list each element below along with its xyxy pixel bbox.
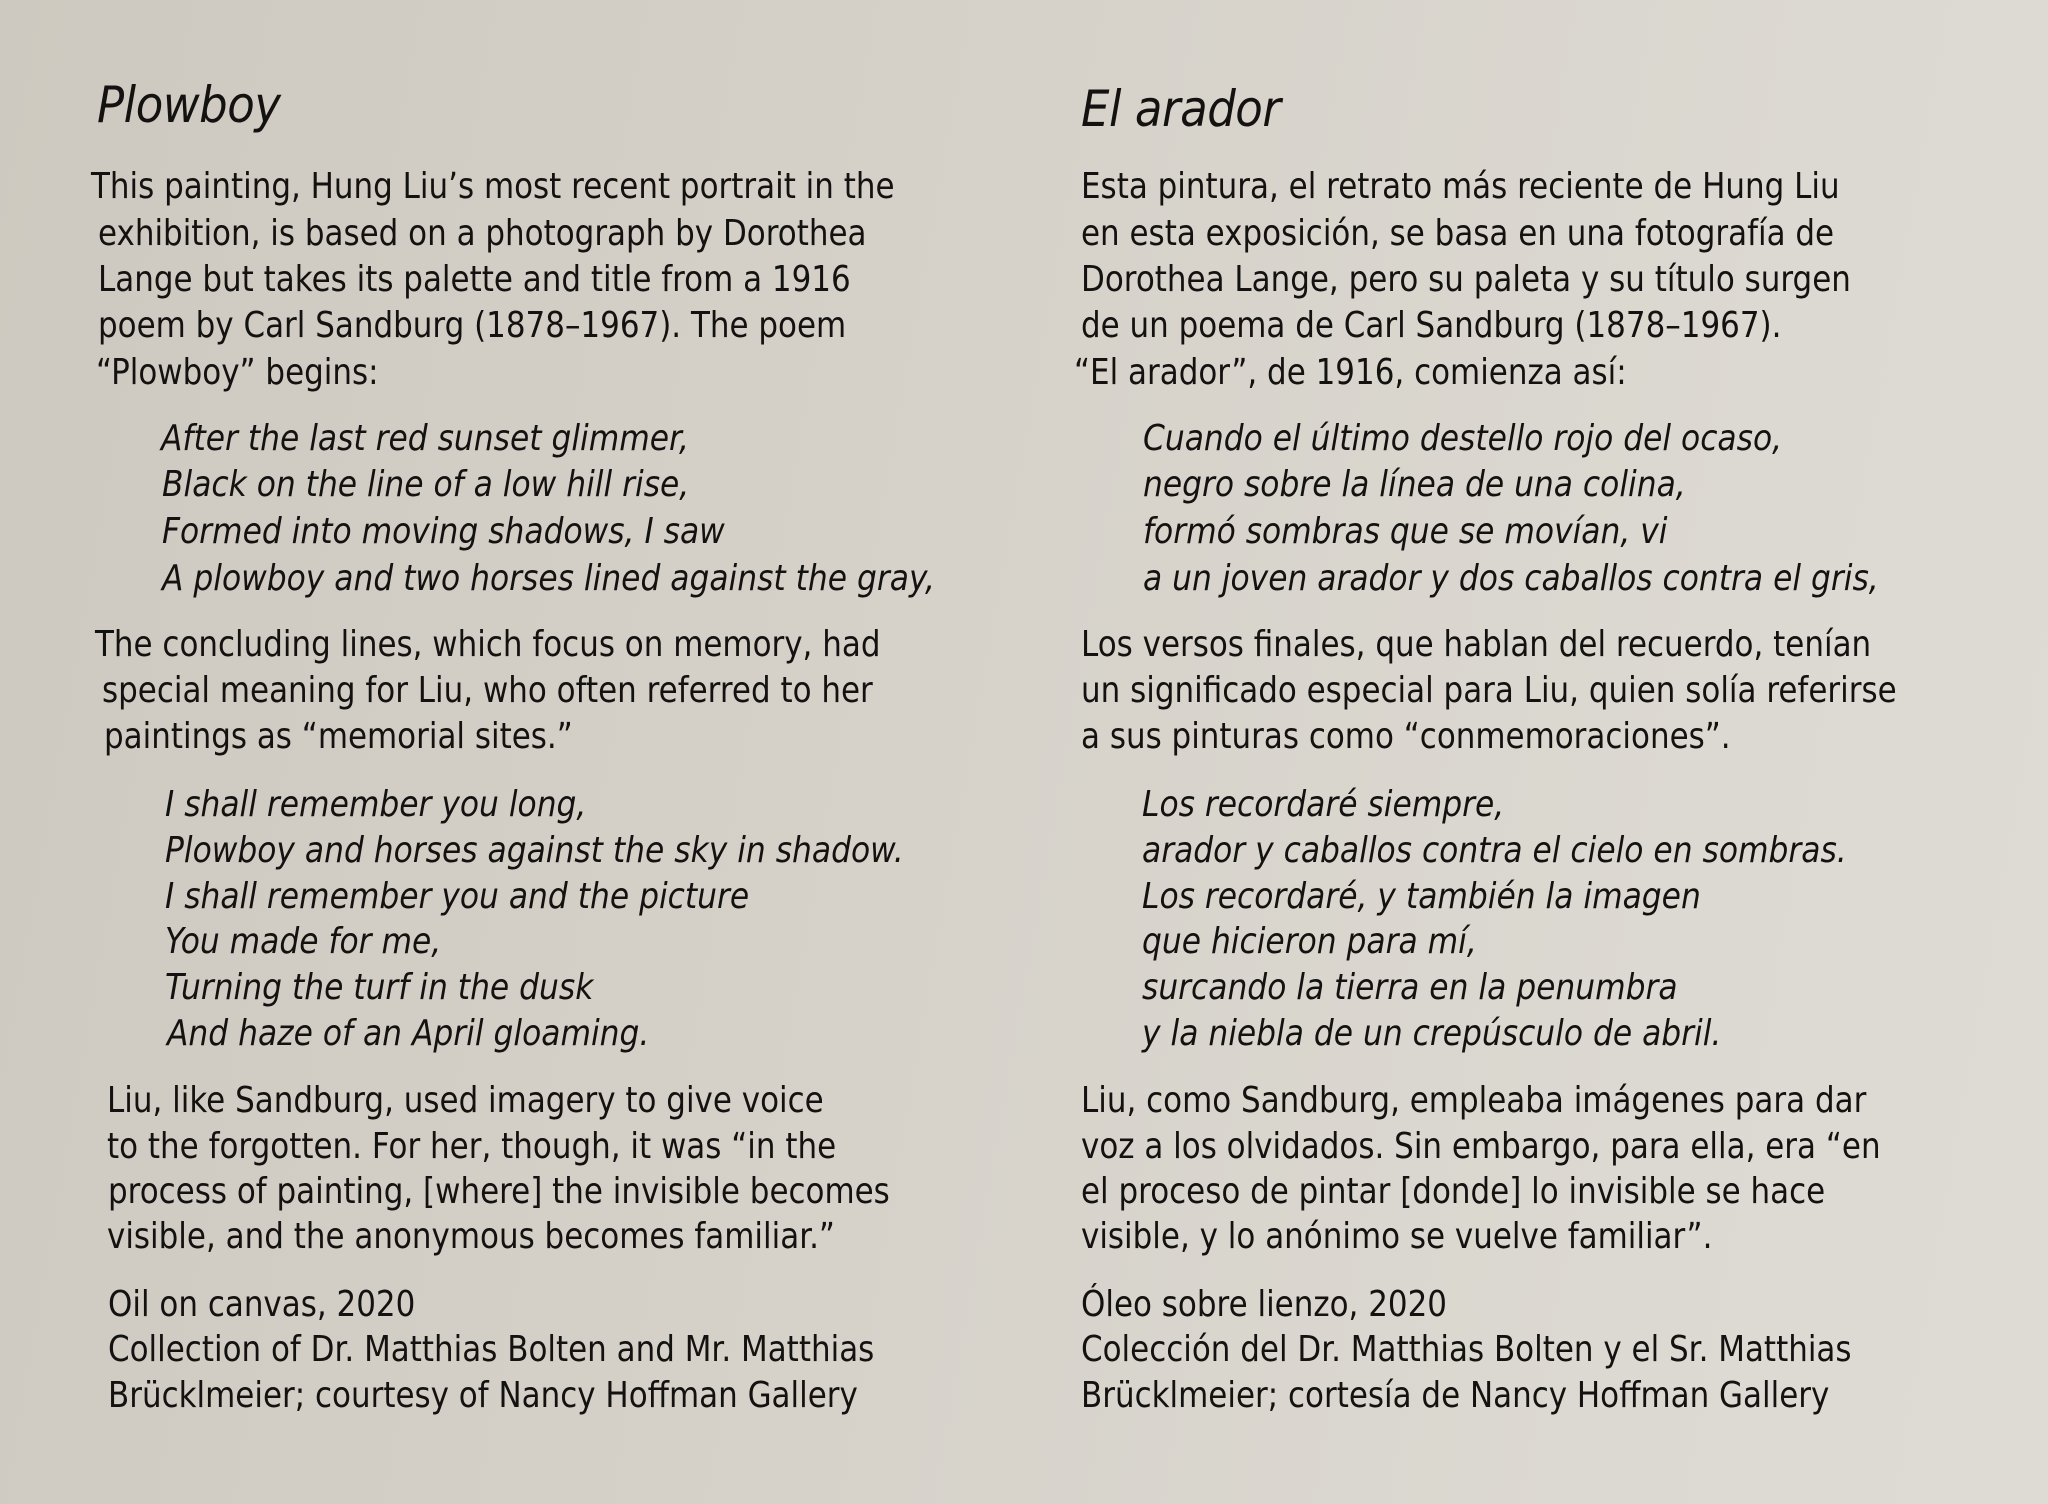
paragraph-line: visible, and the anonymous becomes familiar.” [107,1216,835,1257]
english-title: Plowboy [97,76,281,134]
paragraph-line: un significado especial para Liu, quien solía referirse [1081,670,1897,711]
poem-line: a un joven arador y dos caballos contra el gris, [1143,558,1879,599]
intro-line: de un poema de Carl Sandburg (1878–1967). [1081,305,1782,346]
spanish-title: El arador [1081,80,1281,138]
collection-line: Brücklmeier; cortesía de Nancy Hoffman Gallery [1081,1375,1830,1416]
poem-line: y la niebla de un crepúsculo de abril. [1142,1013,1722,1054]
poem-line: Plowboy and horses against the sky in shadow. [165,830,904,871]
medium-date: Óleo sobre lienzo, 2020 [1081,1284,1448,1325]
paragraph-line: Liu, like Sandburg, used imagery to give voice [107,1080,824,1121]
poem-line: Formed into moving shadows, I saw [162,511,725,552]
intro-line: “Plowboy” begins: [96,352,379,393]
poem-line: surcando la tierra en la penumbra [1142,967,1678,1008]
paragraph-line: Los versos finales, que hablan del recuerdo, tenían [1081,624,1872,665]
intro-line: This painting, Hung Liu’s most recent portrait in the [91,166,895,207]
medium-date: Oil on canvas, 2020 [108,1284,416,1325]
paragraph-line: visible, y lo anónimo se vuelve familiar”. [1081,1216,1713,1257]
intro-line: Lange but takes its palette and title from a 1916 [98,259,851,300]
intro-line: Esta pintura, el retrato más reciente de Hung Liu [1081,166,1840,207]
collection-line: Collection of Dr. Matthias Bolten and Mr. Matthias [108,1329,875,1370]
intro-line: en esta exposición, se basa en una fotografía de [1081,213,1835,254]
paragraph-line: el proceso de pintar [donde] lo invisible se hace [1081,1171,1826,1212]
collection-line: Brücklmeier; courtesy of Nancy Hoffman Gallery [108,1375,858,1416]
poem-line: arador y caballos contra el cielo en sombras. [1142,830,1847,871]
paragraph-line: a sus pinturas como “conmemoraciones”. [1081,716,1731,757]
poem-line: que hicieron para mí, [1142,921,1477,962]
poem-line: Turning the turf in the dusk [165,967,594,1008]
intro-line: exhibition, is based on a photograph by Dorothea [98,213,867,254]
poem-line: Cuando el último destello rojo del ocaso, [1143,418,1783,459]
paragraph-line: special meaning for Liu, who often referred to her [102,670,873,711]
poem-line: I shall remember you long, [165,784,587,825]
poem-line: And haze of an April gloaming. [167,1013,650,1054]
poem-line: Black on the line of a low hill rise, [162,464,690,505]
intro-line: “El arador”, de 1916, comienza así: [1074,352,1627,393]
collection-line: Colección del Dr. Matthias Bolten y el Sr. Matthias [1081,1329,1852,1370]
poem-line: formó sombras que se movían, vi [1143,511,1668,552]
poem-line: A plowboy and two horses lined against the gray, [162,558,936,599]
poem-line: Los recordaré siempre, [1142,784,1505,825]
poem-line: I shall remember you and the picture [165,876,750,917]
intro-line: Dorothea Lange, pero su paleta y su título surgen [1081,259,1851,300]
poem-line: Los recordaré, y también la imagen [1142,876,1701,917]
paragraph-line: to the forgotten. For her, though, it was “in the [107,1126,837,1167]
paragraph-line: The concluding lines, which focus on memory, had [95,624,881,665]
paragraph-line: voz a los olvidados. Sin embargo, para ella, era “en [1081,1126,1881,1167]
paragraph-line: Liu, como Sandburg, empleaba imágenes para dar [1081,1080,1867,1121]
paragraph-line: process of painting, [where] the invisible becomes [108,1171,890,1212]
poem-line: After the last red sunset glimmer, [161,418,689,459]
poem-line: negro sobre la línea de una colina, [1143,464,1686,505]
paragraph-line: paintings as “memorial sites.” [104,716,573,757]
poem-line: You made for me, [165,921,442,962]
intro-line: poem by Carl Sandburg (1878–1967). The poem [98,305,847,346]
